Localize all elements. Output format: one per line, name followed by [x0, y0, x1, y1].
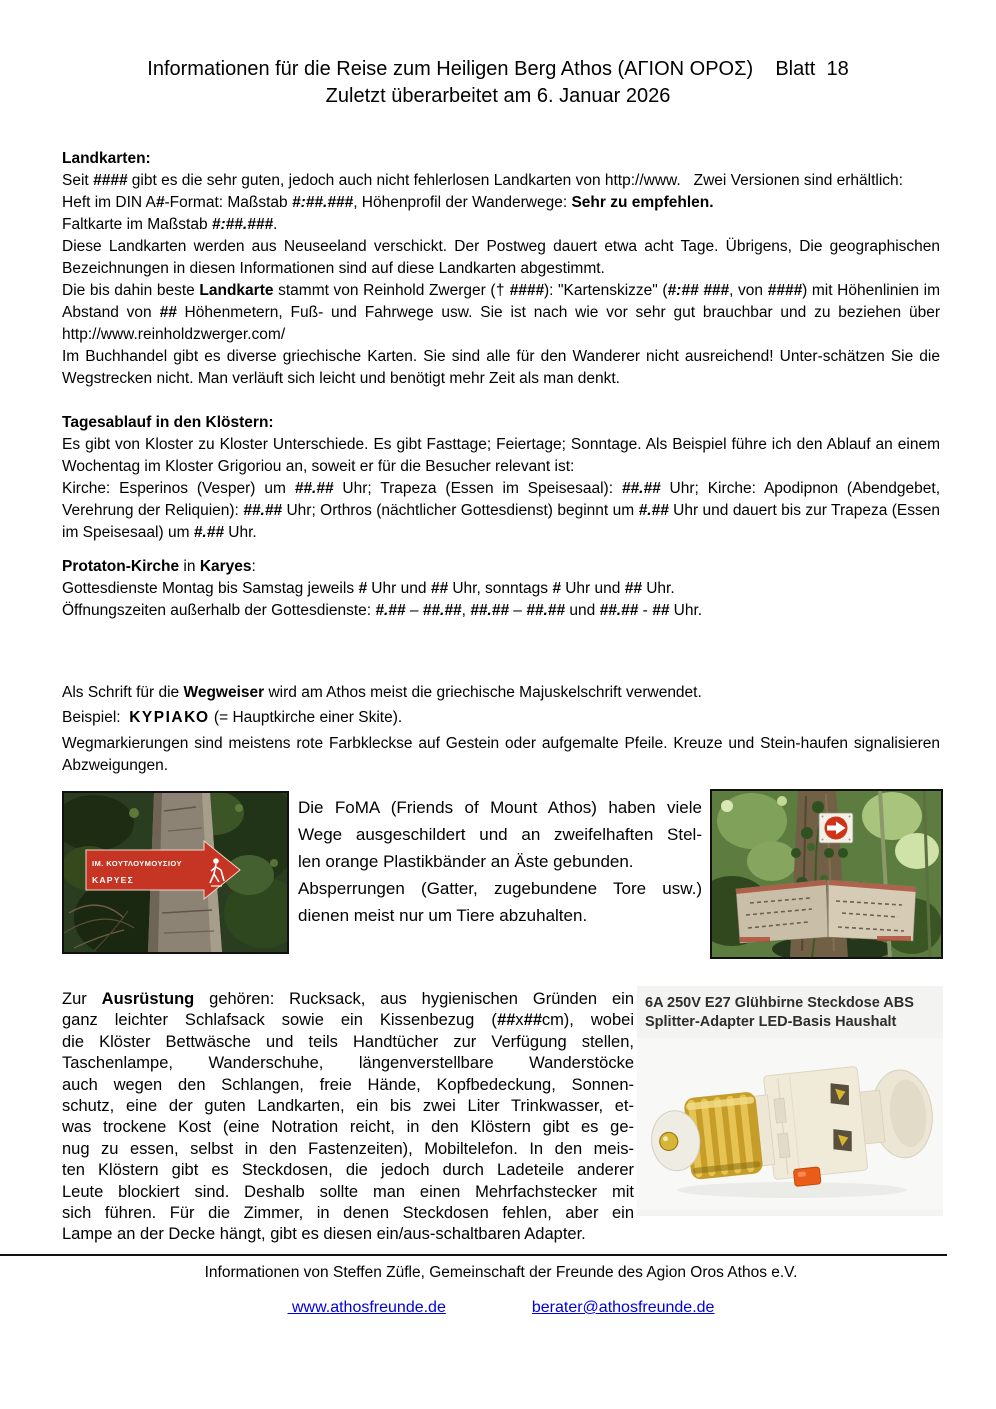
- ausruestung-line: Lampe an der Decke hängt, gibt es diesen ein/aus-schaltbaren Adapter.: [62, 1225, 586, 1244]
- footer-divider: [0, 1254, 947, 1256]
- product-card: [637, 986, 943, 1216]
- email-link[interactable]: berater@athosfreunde.de: [531, 1299, 715, 1316]
- foma-text-block: [298, 794, 702, 929]
- heading-landkarten: Landkarten:: [62, 150, 151, 167]
- heading-tagesablauf: Tagesablauf in den Klöstern:: [62, 414, 274, 431]
- footer-credit: Informationen von Steffen Züfle, Gemeinschaft der Freunde des Agion Oros Athos e.V.: [204, 1264, 798, 1281]
- ausruestung-line: ten Klöstern gibt es Steckdosen, die jedoch durch Ladeteile anderer: [62, 1161, 634, 1180]
- ausruestung-line: schutz, eine der guten Landkarten, ein bis zwei Liter Trinkwasser, et-: [62, 1097, 634, 1116]
- old-metal-sign: [736, 880, 916, 943]
- paragraph-wegweiser-beispiel: Beispiel: ΚΥΡΙΑΚΟ (= Hauptkirche einer Skite).: [62, 709, 403, 726]
- paragraph-tagesablauf-intro: Es gibt von Kloster zu Kloster Unterschiede. Es gibt Fasttage; Feiertage; Sonntage. Als Beispiel führe ich den Ablauf an einem Wochentag im Kloster Grigoriou an, soweit er für die Besucher relevant ist:: [62, 436, 940, 475]
- section-landkarten: [62, 148, 940, 390]
- paragraph-protaton-gottesdienste: Gottesdienste Montag bis Samstag jeweils # Uhr und ## Uhr, sonntags # Uhr und ## Uhr.: [62, 580, 675, 597]
- foma-line: Wege ausgeschildert und an zweifelhaften Stel-: [298, 825, 702, 844]
- foma-line: len orange Plastikbänder an Äste gebunden.: [298, 852, 634, 871]
- title-line-2: Zuletzt überarbeitet am 6. Januar 2026: [325, 85, 671, 107]
- foma-line: Absperrungen (Gatter, zugebundene Tore usw.): [298, 879, 702, 898]
- ausruestung-line: die Klöster Bettwäsche und teils Handtücher zur Verfügung stellen,: [62, 1032, 634, 1051]
- ausruestung-line: Leute blockiert sind. Deshalb sollte man einen Mehrfachstecker mit: [62, 1182, 634, 1201]
- heading-protaton: Protaton-Kirche in Karyes:: [62, 558, 256, 575]
- paragraph-wegmarkierungen: Wegmarkierungen sind meistens rote Farbkleckse auf Gestein oder aufgemalte Pfeile. Kreuze und Stein-haufen signalisieren Abzweigungen.: [62, 735, 940, 774]
- footer: [62, 1254, 940, 1317]
- paragraph-landkarten-zwerger: Die bis dahin beste Landkarte stammt von Reinhold Zwerger († ####): "Kartenskizze" (#:## ###, von ####) mit Höhenlinien im Abstand von ## Höhenmetern, Fuß- und Fahrwege usw. Sie ist nach wie vor sehr gut brauchbar und zu beziehen über http://www.reinholdzwerger.com/: [62, 282, 940, 343]
- paragraph-landkarten-heft: Heft im DIN A#-Format: Maßstab #:##.###, Höhenprofil der Wanderwege: Sehr zu empfehlen.: [62, 194, 714, 211]
- photo-waymark-sign-karyes: [62, 791, 289, 954]
- page-title: [0, 0, 996, 110]
- title-line-1: Informationen für die Reise zum Heiligen Berg Athos (ΑΓΙΟΝ ΟΡΟΣ) Blatt 18: [147, 58, 849, 80]
- product-image-adapter: [637, 1038, 943, 1210]
- red-arrow-marker: [819, 813, 853, 843]
- adapter-illustration: [637, 1038, 943, 1210]
- paragraph-landkarten-versand: Diese Landkarten werden aus Neuseeland verschickt. Der Postweg dauert etwa acht Tage. Übrigens, Die geographischen Bezeichnungen in diesen Informationen sind auf diese Landkarten abgestimmt.: [62, 238, 940, 277]
- equipment-section: [62, 989, 940, 1245]
- section-protaton: [62, 556, 940, 622]
- marker-photo-illustration: [712, 791, 941, 957]
- paragraph-protaton-oeffnungszeiten: Öffnungszeiten außerhalb der Gottesdienste: #.## – ##.##, ##.## – ##.## und ##.## - ## Uhr.: [62, 602, 703, 619]
- ausruestung-line: was trockene Kost (eine Notration reicht, in den Klöstern gibt es ge-: [62, 1118, 634, 1137]
- ausruestung-line: Taschenlampe, Wanderschuhe, längenverstellbare Wanderstöcke: [62, 1054, 634, 1073]
- paragraph-landkarten-buchhandel: Im Buchhandel gibt es diverse griechische Karten. Sie sind alle für den Wanderer nicht ausreichend! Unter-schätzen Sie die Wegstrecken nicht. Man verläuft sich leicht und benötigt mehr Zeit als man denkt.: [62, 348, 940, 387]
- waymark-photo-illustration: [64, 793, 287, 952]
- ausruestung-line: Zur Ausrüstung gehören: Rucksack, aus hygienischen Gründen ein: [62, 990, 634, 1008]
- sign-text-line-2: ΚΑΡΥΕΣ: [92, 875, 134, 885]
- sign-text-line-1: ΙΜ. ΚΟΥΤΛΟΥΜΟΥΣΙΟΥ: [92, 859, 182, 868]
- ausruestung-line: nug zu essen, selbst in den Fastenzeiten), Mobiltelefon. In den meis-: [62, 1139, 634, 1158]
- paragraph-landkarten-intro: Seit #### gibt es die sehr guten, jedoch auch nicht fehlerlosen Landkarten von http://www. Zwei Versionen sind erhältlich:: [62, 172, 903, 189]
- foma-line: dienen meist nur um Tiere abzuhalten.: [298, 906, 588, 925]
- photos-row: [62, 789, 940, 959]
- website-link[interactable]: www.athosfreunde.de: [287, 1299, 446, 1316]
- product-caption: 6A 250V E27 Glühbirne Steckdose ABS Splitter-Adapter LED-Basis Haushalt: [645, 995, 914, 1030]
- ausruestung-line: auch wegen den Schlangen, freie Hände, Kopfbedeckung, Sonnen-: [62, 1075, 634, 1094]
- paragraph-landkarten-faltkarte: Faltkarte im Maßstab #:##.###.: [62, 216, 278, 233]
- foma-line: Die FoMA (Friends of Mount Athos) haben viele: [298, 798, 702, 817]
- paragraph-tagesablauf-zeiten: Kirche: Esperinos (Vesper) um ##.## Uhr; Trapeza (Essen im Speisesaal): ##.## Uhr; Kirche: Apodipnon (Abendgebet, Verehrung der Reliquien): ##.## Uhr; Orthros (nächtlicher Gottesdienst) beginnt um #.## Uhr und dauert bis zur Trapeza (Essen im Speisesaal) um #.## Uhr.: [62, 480, 940, 541]
- section-tagesablauf: [62, 412, 940, 544]
- photo-arrow-marker-old-sign: [710, 789, 943, 959]
- ausruestung-line: ganz leichter Schlafsack sowie ein Kissenbezug (##x##cm), wobei: [62, 1011, 634, 1030]
- ausruestung-line: sich führen. Für die Zimmer, in denen Steckdosen fehlen, aber ein: [62, 1204, 634, 1223]
- section-wegweiser: [62, 682, 940, 777]
- paragraph-wegweiser-schrift: Als Schrift für die Wegweiser wird am Athos meist die griechische Majuskelschrift verwendet.: [62, 684, 702, 701]
- paragraph-ausruestung: [62, 989, 634, 1246]
